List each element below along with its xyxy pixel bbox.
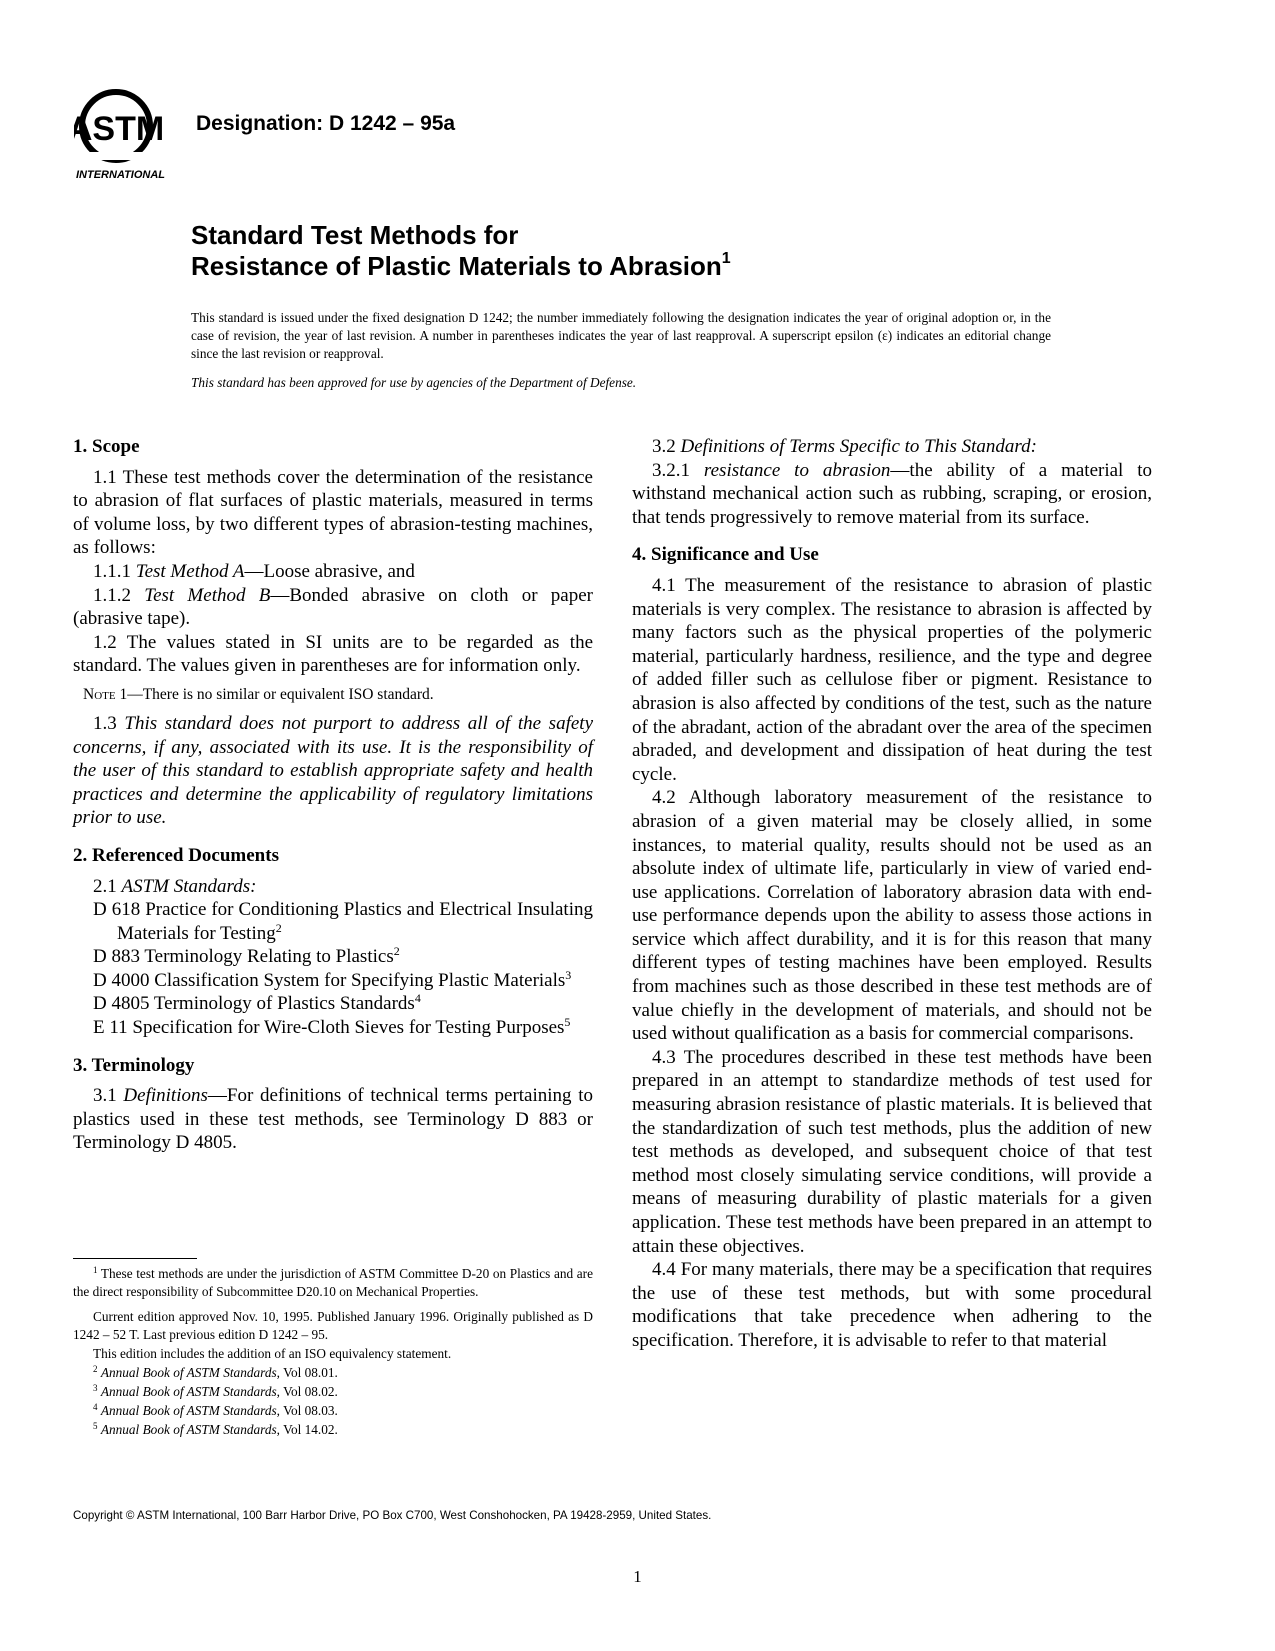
title-line-1: Standard Test Methods for	[191, 220, 519, 250]
para-1-1: 1.1 These test methods cover the determination of the resistance to abrasion of flat surfaces of plastic materials, measured in terms of volume loss, by two different types of abrasion-testing machines, as follows:	[73, 466, 593, 559]
footnote-iso: This edition includes the addition of an ISO equivalency statement.	[93, 1346, 452, 1361]
astm-logo	[74, 88, 174, 188]
footnote-mark: 5	[93, 1421, 98, 1431]
title-line-2-text: Resistance of Plastic Materials to Abrasion	[191, 251, 722, 281]
ref-footnote-mark: 2	[275, 920, 282, 935]
para-1-1-1	[73, 560, 593, 584]
footnote-4	[73, 1402, 593, 1420]
para-num: 3.1	[93, 1085, 124, 1107]
volume: , Vol 08.01.	[276, 1365, 338, 1380]
para-3-2-1	[632, 459, 1152, 530]
ref-footnote-mark: 4	[414, 991, 421, 1006]
footnote-1	[73, 1265, 593, 1301]
dod-approval-text	[191, 374, 1051, 392]
footnote-edition: Current edition approved Nov. 10, 1995. Published January 1996. Originally published as D 1242 – 52 T. Last previous edition D 1242 – 95.	[73, 1309, 593, 1342]
ref-footnote-mark: 2	[393, 944, 400, 959]
safety-statement: This standard does not purport to address all of the safety concerns, if any, associated with its use. It is the responsibility of the user of this standard to establish appropriate safety and health practices and determine the applicability of regulatory limitations prior to use.	[73, 712, 593, 829]
para-4-1: 4.1 The measurement of the resistance to abrasion of plastic materials is very complex. The resistance to abrasion is affected by many factors such as the physical properties of the polymeric material, particularly hardness, resilience, and the type and degree of added filler such as cellulose fiber or pigment. Resistance to abrasion is also affected by conditions of the test, such as the nature of the abradant, action of the abradant over the area of the specimen abraded, and development and dissipation of heat during the test cycle.	[632, 574, 1152, 785]
footnote-mark: 2	[93, 1364, 98, 1374]
astm-logo-icon	[74, 88, 174, 188]
para-1-2: 1.2 The values stated in SI units are to be regarded as the standard. The values given in parentheses are for information only.	[73, 631, 593, 677]
issuance-notice	[191, 309, 1051, 403]
section-heading-scope: 1. Scope	[73, 436, 140, 457]
title-line-2	[191, 251, 731, 282]
volume: , Vol 14.02.	[276, 1422, 338, 1437]
footnote-text: These test methods are under the jurisdiction of ASTM Committee D-20 on Plastics and are the direct responsibility of Subcommittee D20.10 on Mechanical Properties.	[73, 1266, 593, 1299]
para-text: —For definitions of technical terms pertaining to plastics used in these test methods, see Terminology D 883 or Terminology D 4805.	[73, 1085, 593, 1154]
note-text: 1—There is no similar or equivalent ISO standard.	[115, 685, 434, 703]
ref-item	[73, 898, 593, 945]
term-italic: Test Method A	[135, 560, 245, 582]
book-title: Annual Book of ASTM Standards	[100, 1384, 277, 1399]
para-3-1	[73, 1084, 593, 1155]
para-text: —the ability of a material to withstand mechanical action such as rubbing, scraping, or erosion, that tends progressively to remove material from its surface.	[632, 459, 1153, 528]
footnote-3	[73, 1383, 593, 1401]
para-num: 3.2.1	[652, 459, 704, 481]
para-3-2	[632, 435, 1152, 459]
footnote-divider	[73, 1258, 197, 1259]
section-heading-significance: 4. Significance and Use	[632, 544, 819, 566]
issuance-text: This standard is issued under the fixed designation D 1242; the number immediately following the designation indicates the year of original adoption or, in the case of revision, the year of last revision. A number in parentheses indicates the year of last reapproval. A superscript epsilon (ε) indicates an editorial change since the last revision or reapproval.	[191, 310, 1051, 361]
section-heading-referenced-documents: 2. Referenced Documents	[73, 844, 279, 866]
left-column	[73, 435, 593, 1155]
copyright-notice: Copyright © ASTM International, 100 Barr Harbor Drive, PO Box C700, West Conshohocken, PA 19428-2959, United States.	[73, 1509, 712, 1522]
document-title	[191, 220, 731, 282]
para-4-2: 4.2 Although laboratory measurement of the resistance to abrasion of a given material may be closely allied, in some instances, to material quality, results should not be used as an absolute index of ultimate life, particularly in view of varied end-use applications. Correlation of laboratory abrasion data with end-use performance depends upon the ability to assess those actions in service which affect durability, and it is for this reason that many different types of testing machines have been employed. Results from machines such as those described in these test methods are of value chiefly in the development of materials, and should not be used without qualification as a basis for commercial comparisons.	[632, 787, 1152, 1045]
book-title: Annual Book of ASTM Standards	[100, 1403, 277, 1418]
footnote-2	[73, 1364, 593, 1382]
ref-item	[73, 992, 593, 1016]
ref-text: D 618 Practice for Conditioning Plastics and Electrical Insulating Materials for Testing	[93, 899, 593, 944]
para-num: 1.3	[93, 712, 125, 734]
right-column	[632, 435, 1152, 1353]
para-num: 2.1	[93, 875, 122, 897]
ref-text: D 883 Terminology Relating to Plastics	[93, 946, 394, 968]
ref-item	[73, 945, 593, 969]
para-text: —Loose abrasive, and	[244, 560, 415, 582]
astm-standards-label: ASTM Standards:	[121, 875, 257, 897]
section-heading-terminology: 3. Terminology	[73, 1054, 195, 1076]
note-label: Note	[83, 685, 116, 703]
logo-subtext: INTERNATIONAL	[76, 169, 166, 181]
para-num: 3.2	[652, 436, 681, 457]
designation: Designation: D 1242 – 95a	[196, 112, 456, 135]
footnote-5	[73, 1421, 593, 1439]
footnote-mark: 3	[93, 1383, 98, 1393]
volume: , Vol 08.03.	[276, 1403, 338, 1418]
logo-text: ASTM	[74, 110, 165, 148]
para-text: —Bonded abrasive on cloth or paper (abrasive tape).	[73, 584, 593, 630]
book-title: Annual Book of ASTM Standards	[100, 1365, 277, 1380]
ref-text: D 4000 Classification System for Specifying Plastic Materials	[93, 969, 566, 991]
ref-footnote-mark: 5	[564, 1015, 571, 1030]
ref-footnote-mark: 3	[565, 967, 572, 982]
ref-item	[73, 1016, 593, 1040]
title-footnote-mark: 1	[721, 250, 731, 267]
volume: , Vol 08.02.	[276, 1384, 338, 1399]
para-2-1	[73, 875, 593, 899]
book-title: Annual Book of ASTM Standards	[100, 1422, 277, 1437]
ref-text: D 4805 Terminology of Plastics Standards	[93, 993, 415, 1015]
term-italic: Definitions	[123, 1085, 208, 1107]
note-1	[83, 685, 593, 705]
page-number: 1	[633, 1567, 642, 1586]
term-italic: resistance to abrasion	[703, 459, 891, 481]
footnote-mark: 4	[93, 1402, 98, 1412]
footnote-mark: 1	[93, 1265, 98, 1275]
term-italic: Definitions of Terms Specific to This Standard:	[680, 436, 1037, 457]
para-1-3	[73, 712, 593, 830]
para-num: 1.1.1	[93, 560, 136, 582]
footnotes	[73, 1265, 593, 1440]
ref-item	[73, 969, 593, 993]
para-4-3: 4.3 The procedures described in these test methods have been prepared in an attempt to standardize methods of test used for measuring abrasion resistance of plastic materials. It is believed that the standardization of such test methods, plus the addition of new test methods as developed, and subsequent choice of that test method most closely simulating service conditions, will provide a means of measuring durability of plastic materials for a given application. These test methods have been prepared in an attempt to attain these objectives.	[632, 1046, 1152, 1257]
term-italic: Test Method B	[144, 584, 271, 606]
para-1-1-2	[73, 584, 593, 631]
ref-text: E 11 Specification for Wire-Cloth Sieves for Testing Purposes	[93, 1017, 565, 1039]
dod-approval-italic: This standard has been approved for use by agencies of the Department of Defense.	[191, 375, 637, 390]
para-num: 1.1.2	[93, 584, 145, 606]
para-4-4: 4.4 For many materials, there may be a specification that requires the use of these test methods, but with some procedural modifications that take precedence when adhering to the specification. Therefore, it is advisable to refer to that material	[632, 1259, 1152, 1351]
